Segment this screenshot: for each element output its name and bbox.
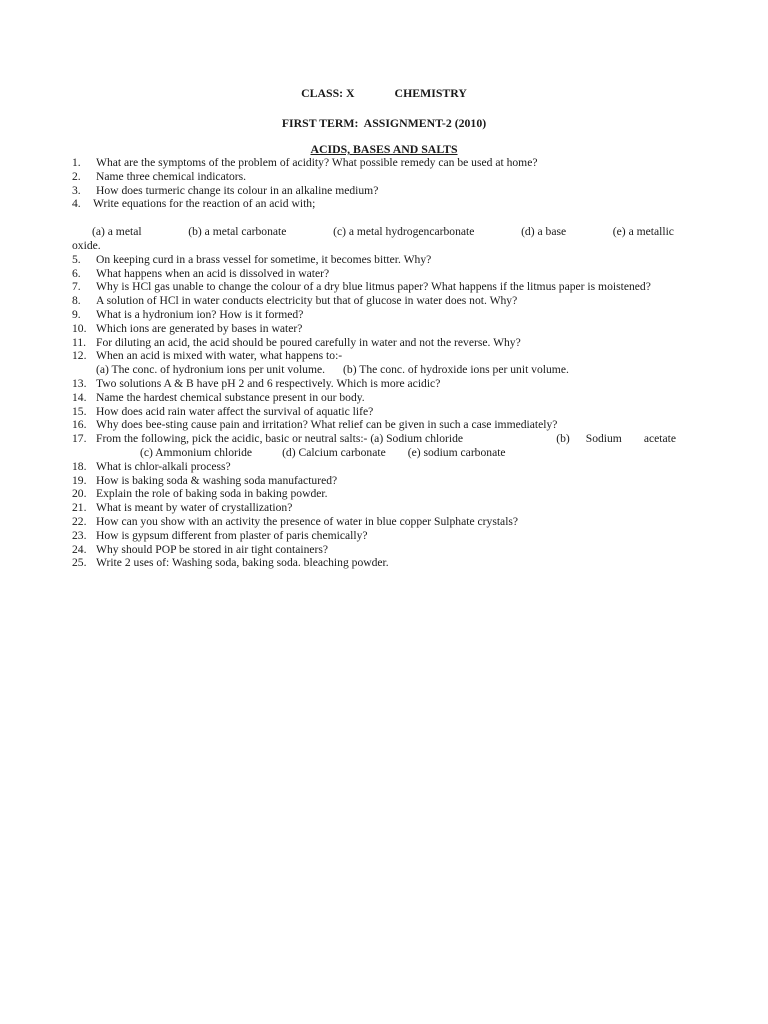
- question-number: 1.: [72, 156, 81, 169]
- question-number: 3.: [72, 183, 81, 197]
- question-number: 23.: [72, 528, 87, 542]
- question-number: 24.: [72, 542, 87, 556]
- question-text: A solution of HCl in water conducts electricity but that of glucose in water does not. Why?: [96, 294, 518, 308]
- question-23: [72, 529, 676, 543]
- question-2: [72, 170, 676, 184]
- question-text: Explain the role of baking soda in baking powder.: [96, 487, 328, 501]
- question-text: When an acid is mixed with water, what happens to:-: [96, 349, 343, 363]
- q4-option-e: (e) a metallic: [612, 225, 674, 239]
- question-text: How does turmeric change its colour in an alkaline medium?: [96, 183, 379, 197]
- question-number: 10.: [72, 321, 87, 335]
- q17-option-c: (c) Ammonium chloride: [140, 445, 253, 459]
- question-list: [72, 156, 676, 570]
- question-text: Two solutions A & B have pH 2 and 6 respectively. Which is more acidic?: [96, 376, 441, 390]
- question-text: Write equations for the reaction of an acid with;: [93, 197, 316, 211]
- question-text: How is gypsum different from plaster of paris chemically?: [96, 528, 368, 542]
- question-text: For diluting an acid, the acid should be poured carefully in water and not the reverse. Why?: [96, 335, 521, 349]
- question-number: 16.: [72, 418, 87, 432]
- question-21: [72, 501, 676, 515]
- question-text: Name the hardest chemical substance present in our body.: [96, 390, 365, 404]
- question-number: 19.: [72, 473, 87, 487]
- question-17: 17. From the following, pick the acidic, basic or neutral salts:- (a) Sodium chloride (b) Sodium acetate: [72, 432, 676, 446]
- question-text: Which ions are generated by bases in water?: [96, 321, 303, 335]
- question-number: 22.: [72, 514, 87, 528]
- question-1: [72, 156, 676, 170]
- question-text: What is chlor-alkali process?: [96, 459, 231, 473]
- question-text: What is meant by water of crystallization?: [96, 501, 293, 515]
- q17-option-b-word2: acetate: [643, 432, 676, 446]
- question-3: [72, 184, 676, 198]
- q17-option-b-word1: Sodium: [585, 432, 622, 446]
- question-number: 9.: [72, 307, 81, 321]
- question-7: [72, 280, 676, 294]
- q4-option-a: (a) a metal: [92, 225, 142, 239]
- question-11: [72, 336, 676, 350]
- question-15: [72, 405, 676, 419]
- class-label: CLASS: X: [301, 86, 355, 100]
- question-16: [72, 418, 676, 432]
- q4-option-d: (d) a base: [521, 225, 567, 239]
- topic-heading: ACIDS, BASES AND SALTS: [310, 142, 458, 156]
- question-4: [72, 197, 676, 211]
- q12-option-b: (b) The conc. of hydroxide ions per unit volume.: [343, 363, 569, 377]
- question-text: What are the symptoms of the problem of acidity? What possible remedy can be used at home?: [96, 156, 538, 169]
- subject-label: CHEMISTRY: [394, 86, 467, 100]
- question-4-options: [72, 225, 676, 239]
- question-18: [72, 460, 676, 474]
- question-number: 8.: [72, 294, 81, 308]
- q17-option-d: (d) Calcium carbonate: [282, 445, 386, 459]
- question-text: On keeping curd in a brass vessel for sometime, it becomes bitter. Why?: [96, 252, 432, 266]
- question-text: Write 2 uses of: Washing soda, baking soda. bleaching powder.: [96, 556, 389, 570]
- question-text: Why does bee-sting cause pain and irritation? What relief can be given in such a case immediately?: [96, 418, 558, 432]
- question-number: 20.: [72, 487, 87, 501]
- question-number: 12.: [72, 349, 87, 363]
- question-number: 2.: [72, 169, 81, 183]
- question-number: 5.: [72, 252, 81, 266]
- question-10: [72, 322, 676, 336]
- question-5: [72, 253, 676, 267]
- question-22: [72, 515, 676, 529]
- question-text: What happens when an acid is dissolved in water?: [96, 266, 330, 280]
- question-text: How does acid rain water affect the survival of aquatic life?: [96, 404, 374, 418]
- question-number: 13.: [72, 376, 87, 390]
- question-text: How can you show with an activity the presence of water in blue copper Sulphate crystals?: [96, 514, 519, 528]
- class-subject-heading: [0, 87, 768, 101]
- question-number: 7.: [72, 280, 81, 294]
- question-text: Why is HCl gas unable to change the colour of a dry blue litmus paper? What happens if the litmus paper is moistened?: [96, 280, 651, 294]
- question-12-options: [72, 363, 676, 377]
- question-17-options: [72, 446, 676, 460]
- q17-option-b-label: (b): [556, 432, 570, 446]
- question-20: [72, 487, 676, 501]
- question-text: Why should POP be stored in air tight containers?: [96, 542, 329, 556]
- question-number: 11.: [72, 335, 87, 349]
- question-19: [72, 474, 676, 488]
- question-text: How is baking soda & washing soda manufactured?: [96, 473, 338, 487]
- question-13: [72, 377, 676, 391]
- question-8: [72, 294, 676, 308]
- q12-option-a: (a) The conc. of hydronium ions per unit volume.: [96, 363, 326, 377]
- q17-option-e: (e) sodium carbonate: [407, 445, 506, 459]
- question-number: 6.: [72, 266, 81, 280]
- question-number: 4.: [72, 197, 81, 211]
- question-12: [72, 349, 676, 363]
- question-6: [72, 267, 676, 281]
- question-number: 21.: [72, 501, 87, 515]
- question-number: 15.: [72, 404, 87, 418]
- question-25: [72, 556, 676, 570]
- term-heading: FIRST TERM: ASSIGNMENT-2 (2010): [281, 116, 487, 130]
- question-text: Name three chemical indicators.: [96, 169, 247, 183]
- question-number: 18.: [72, 459, 87, 473]
- question-14: [72, 391, 676, 405]
- question-24: [72, 543, 676, 557]
- question-number: 14.: [72, 390, 87, 404]
- question-number: 17.: [72, 432, 87, 446]
- q4-option-continuation: oxide.: [72, 238, 101, 252]
- question-text: What is a hydronium ion? How is it formed?: [96, 307, 304, 321]
- q4-option-b: (b) a metal carbonate: [188, 225, 287, 239]
- question-number: 25.: [72, 556, 87, 570]
- q4-option-c: (c) a metal hydrogencarbonate: [333, 225, 475, 239]
- question-9: [72, 308, 676, 322]
